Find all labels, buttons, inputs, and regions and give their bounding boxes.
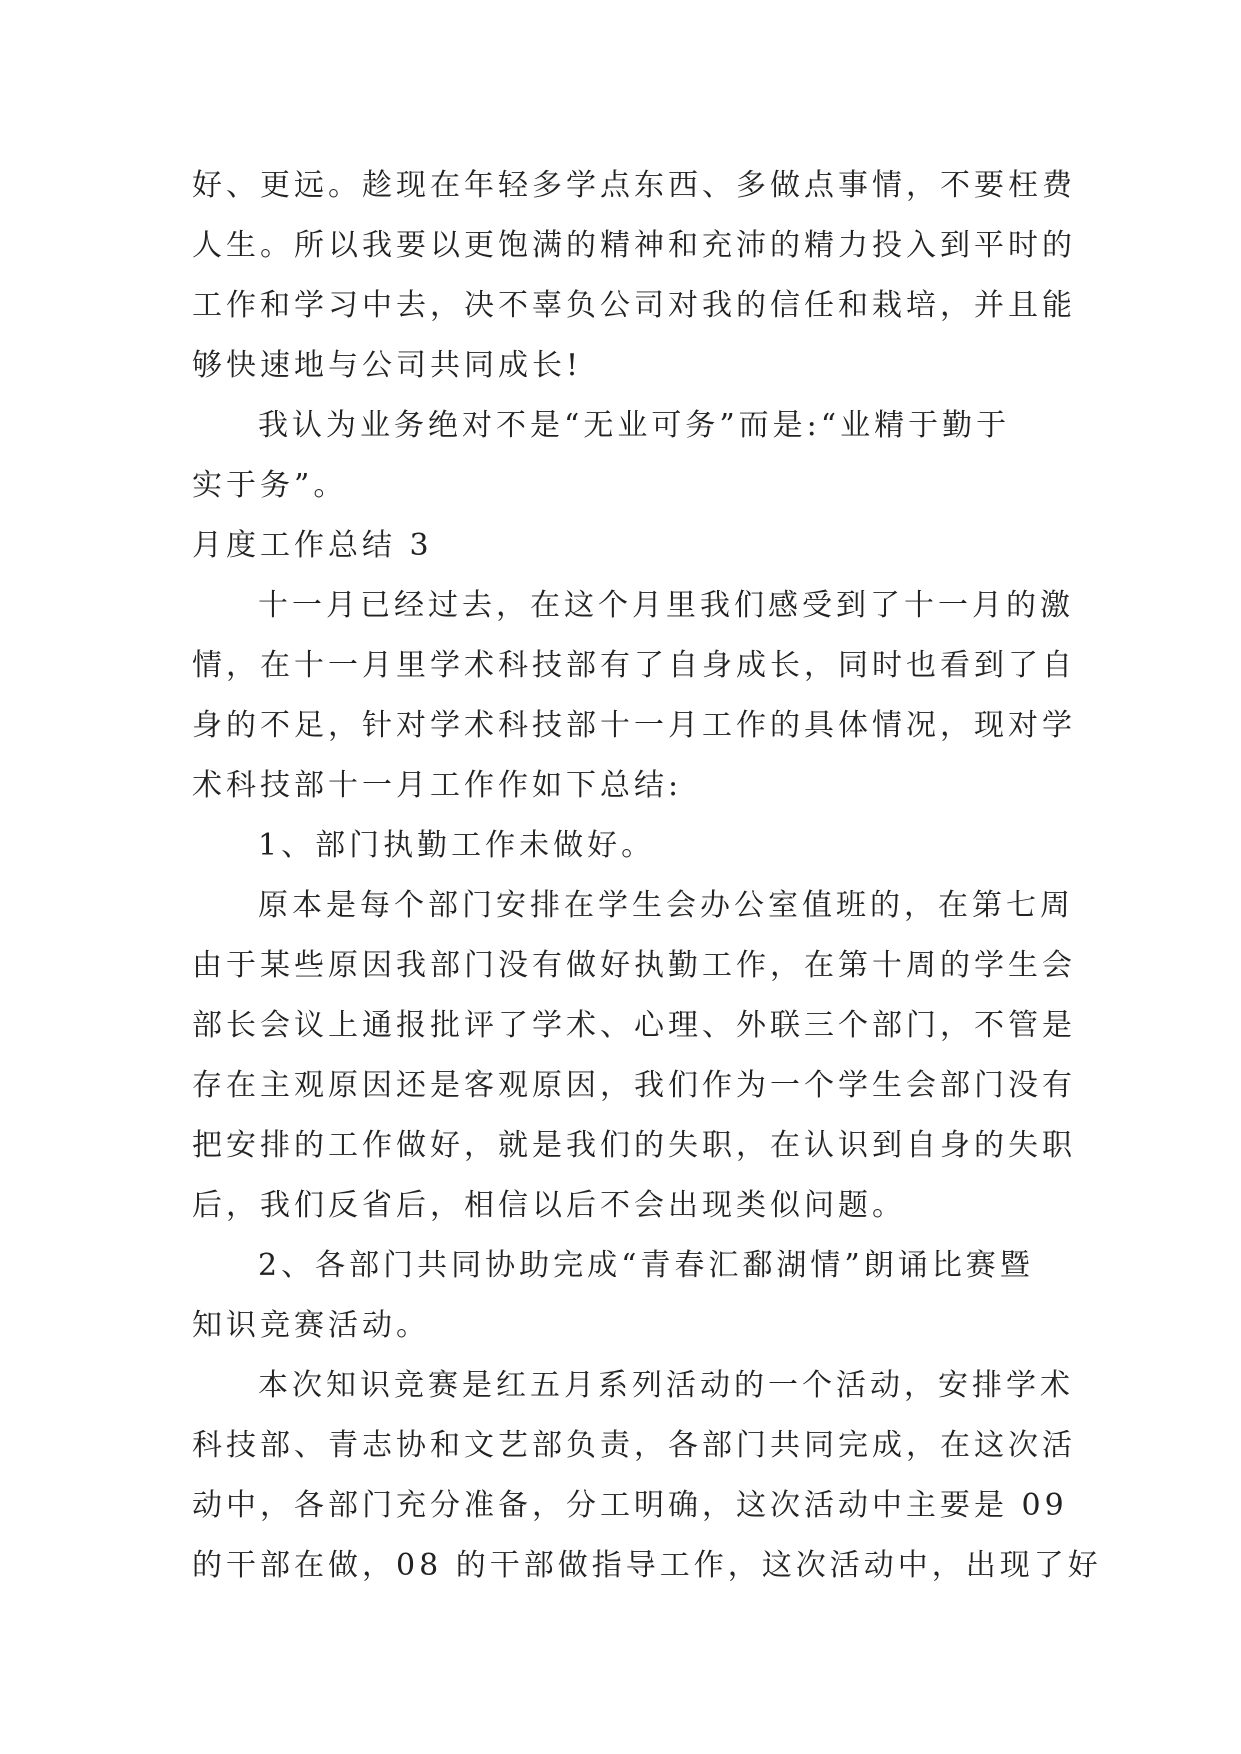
section-heading: 月度工作总结 3 <box>192 528 433 563</box>
paragraph-start-line: 本次知识竞赛是红五月系列活动的一个活动，安排学术 <box>258 1368 1074 1403</box>
text-line: 术科技部十一月工作作如下总结: <box>192 768 683 803</box>
list-item-heading: 1、部门执勤工作未做好。 <box>258 828 656 863</box>
text-line: 动中，各部门充分准备，分工明确，这次活动中主要是 09 <box>192 1488 1068 1523</box>
text-line: 身的不足，针对学术科技部十一月工作的具体情况，现对学 <box>192 708 1076 743</box>
text-line: 存在主观原因还是客观原因，我们作为一个学生会部门没有 <box>192 1068 1076 1103</box>
text-line: 够快速地与公司共同成长! <box>192 348 583 383</box>
text-line: 好、更远。趁现在年轻多学点东西、多做点事情，不要枉费 <box>192 168 1076 203</box>
text-line: 情，在十一月里学术科技部有了自身成长，同时也看到了自 <box>192 648 1076 683</box>
document-body <box>192 156 1102 1596</box>
text-line: 人生。所以我要以更饱满的精神和充沛的精力投入到平时的 <box>192 228 1076 263</box>
list-item-heading: 2、各部门共同协助完成“青春汇鄱湖情”朗诵比赛暨 <box>258 1248 1034 1283</box>
paragraph-start-line: 十一月已经过去，在这个月里我们感受到了十一月的激 <box>258 588 1074 623</box>
text-line: 部长会议上通报批评了学术、心理、外联三个部门，不管是 <box>192 1008 1076 1043</box>
text-line: 由于某些原因我部门没有做好执勤工作，在第十周的学生会 <box>192 948 1076 983</box>
text-line: 把安排的工作做好，就是我们的失职，在认识到自身的失职 <box>192 1128 1076 1163</box>
text-line: 知识竞赛活动。 <box>192 1308 430 1343</box>
text-line: 工作和学习中去，决不辜负公司对我的信任和栽培，并且能 <box>192 288 1076 323</box>
text-line: 后，我们反省后，相信以后不会出现类似问题。 <box>192 1188 906 1223</box>
paragraph-start-line: 原本是每个部门安排在学生会办公室值班的，在第七周 <box>258 888 1074 923</box>
text-line: 实于务”。 <box>192 468 348 503</box>
paragraph-start-line: 我认为业务绝对不是“无业可务”而是:“业精于勤于 <box>258 408 1011 443</box>
text-line: 的干部在做，08 的干部做指导工作，这次活动中，出现了好 <box>192 1548 1102 1583</box>
text-line: 科技部、青志协和文艺部负责，各部门共同完成，在这次活 <box>192 1428 1076 1463</box>
